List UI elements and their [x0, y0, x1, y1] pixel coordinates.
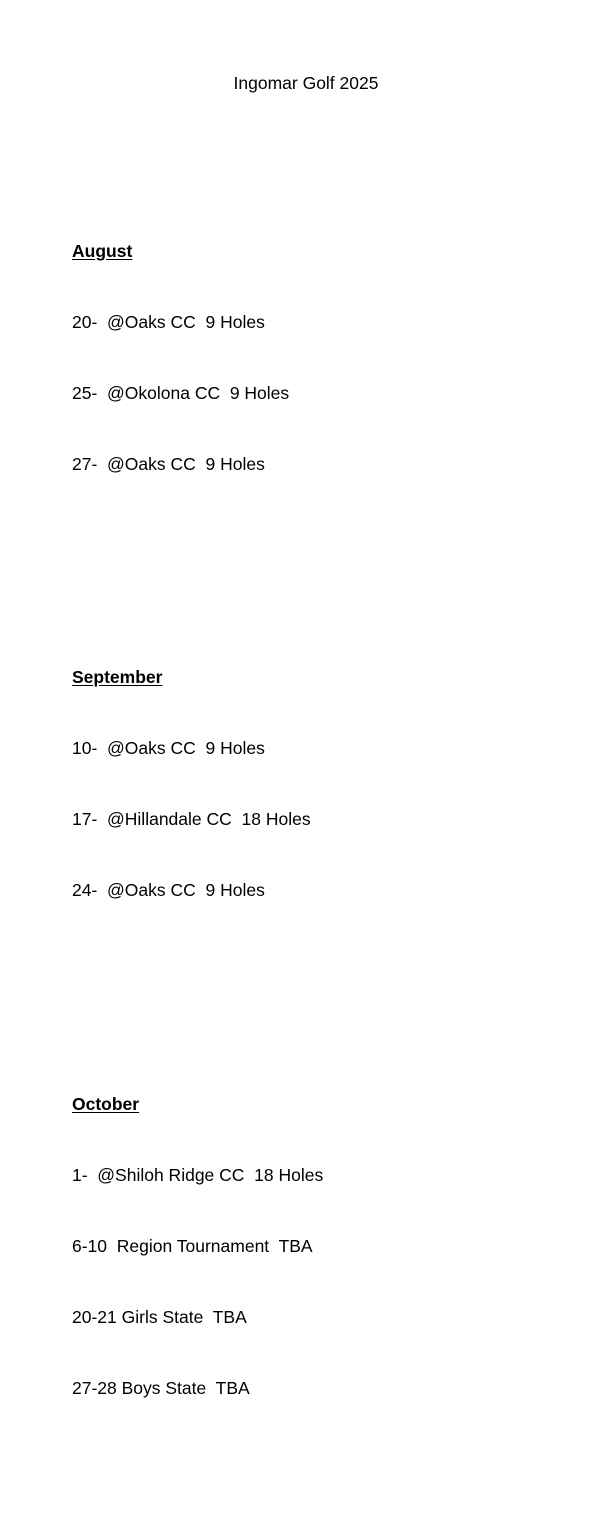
schedule-event: 24- @Oaks CC 9 Holes	[72, 880, 265, 901]
schedule-event: 20- @Oaks CC 9 Holes	[72, 311, 265, 332]
schedule-event: 10- @Oaks CC 9 Holes	[72, 738, 265, 759]
month-heading-september: September	[72, 667, 163, 688]
month-section-september	[72, 619, 323, 951]
schedule-event: 27-28 Boys State TBA	[72, 1378, 250, 1399]
schedule-event: 25- @Okolona CC 9 Holes	[72, 382, 290, 403]
month-heading-october: October	[72, 1093, 140, 1114]
schedule-event: 1- @Shiloh Ridge CC 18 Holes	[72, 1164, 324, 1185]
schedule-event: 27- @Oaks CC 9 Holes	[72, 453, 265, 474]
schedule-event: 6-10 Region Tournament TBA	[72, 1235, 313, 1256]
month-heading-august: August	[72, 240, 133, 261]
month-section-october	[72, 1045, 323, 1448]
schedule-event: 17- @Hillandale CC 18 Holes	[72, 809, 311, 830]
schedule-event: 20-21 Girls State TBA	[72, 1306, 247, 1327]
document-title: Ingomar Golf 2025	[233, 73, 379, 93]
schedule-content	[72, 121, 323, 1519]
month-section-august	[72, 192, 323, 524]
